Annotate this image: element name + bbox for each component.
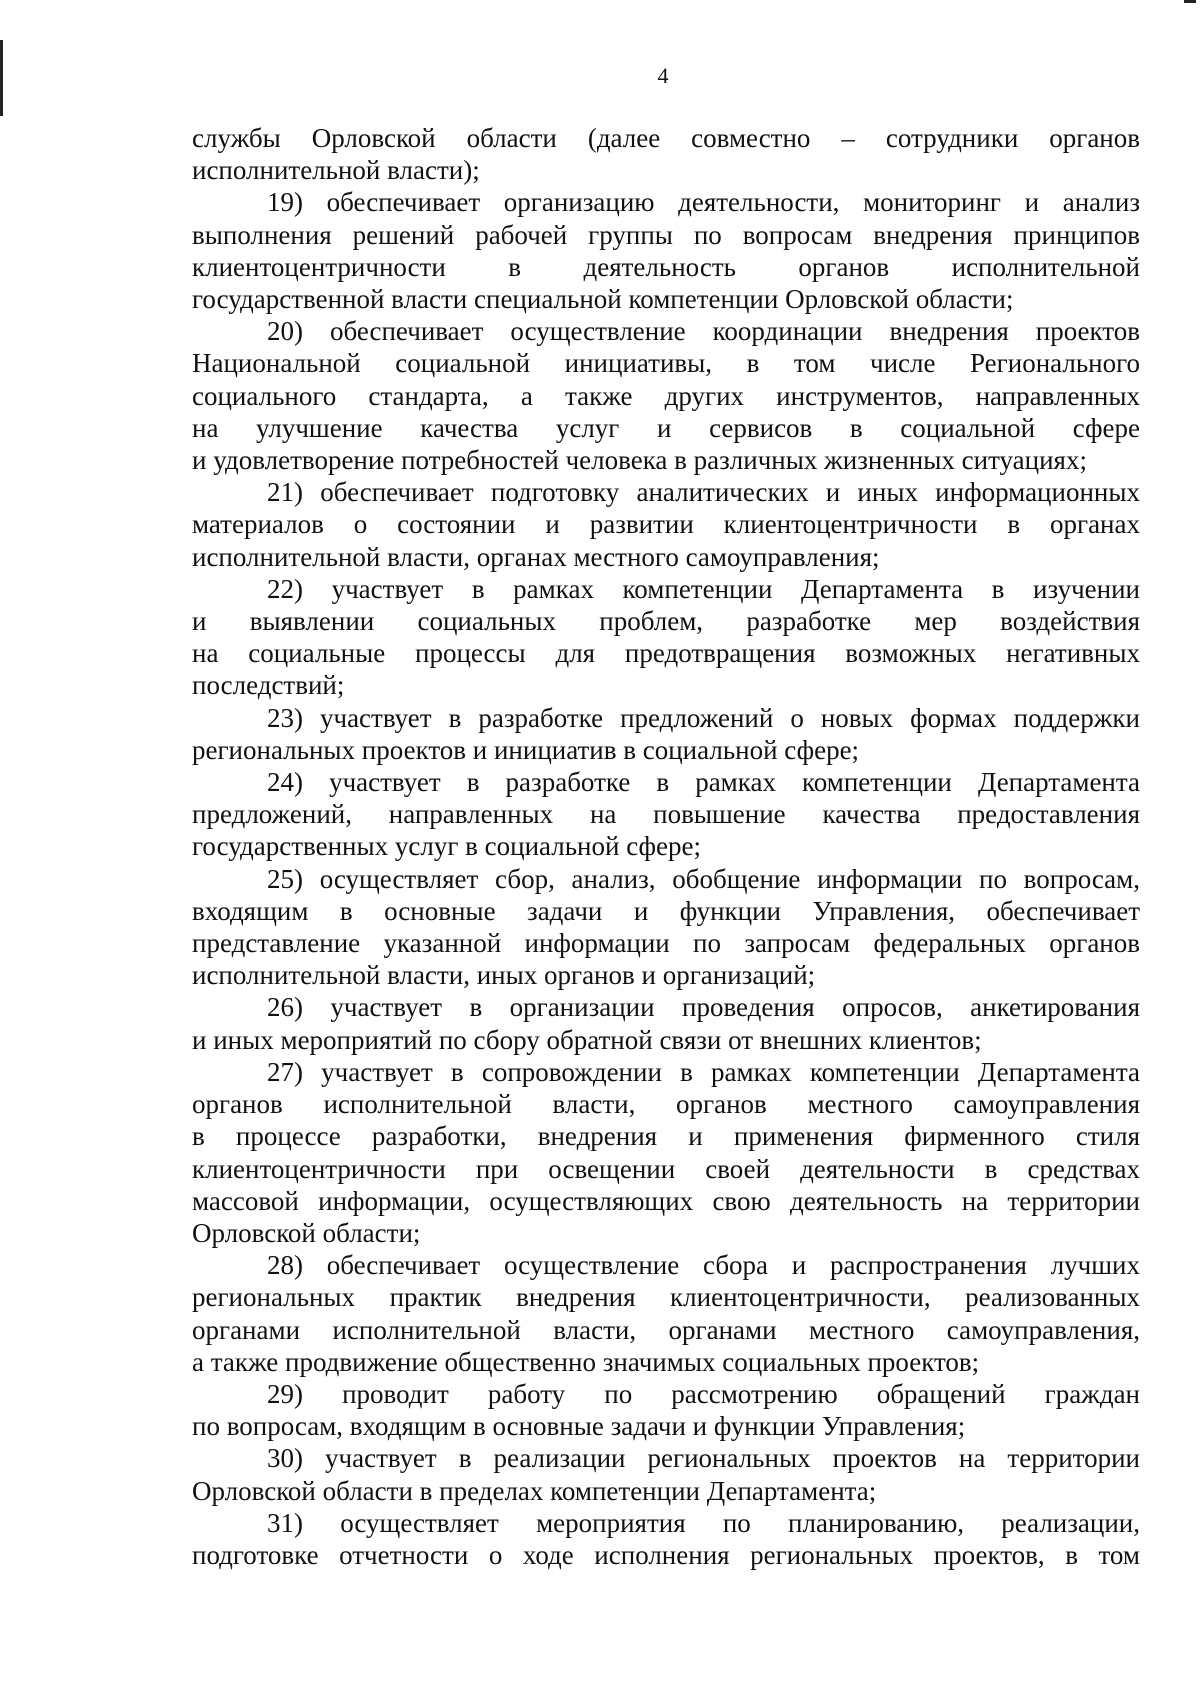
text-line: 27) участвует в сопровождении в рамках компетенции Департамента xyxy=(267,1056,1140,1087)
text-line: на социальные процессы для предотвращения возможных негативных xyxy=(192,638,1140,669)
text-line: 30) участвует в реализации региональных проектов на территории xyxy=(267,1443,1140,1474)
text-line: 19) обеспечивает организацию деятельности, мониторинг и анализ xyxy=(267,187,1140,218)
text-line: подготовке отчетности о ходе исполнения региональных проектов, в том xyxy=(192,1539,1140,1570)
text-line: 26) участвует в организации проведения опросов, анкетирования xyxy=(267,992,1140,1023)
page-number: 4 xyxy=(657,63,669,88)
text-line: входящим в основные задачи и функции Управления, обеспечивает xyxy=(192,895,1140,926)
text-line: 23) участвует в разработке предложений о новых формах поддержки xyxy=(267,702,1140,733)
text-line: Орловской области в пределах компетенции Департамента; xyxy=(192,1475,877,1506)
text-line: государственной власти специальной компетенции Орловской области; xyxy=(192,284,1014,315)
text-line: 21) обеспечивает подготовку аналитических и иных информационных xyxy=(267,477,1140,508)
text-line: и удовлетворение потребностей человека в различных жизненных ситуациях; xyxy=(192,445,1087,476)
text-line: государственных услуг в социальной сфере; xyxy=(192,831,701,862)
text-line: 29) проводит работу по рассмотрению обращений граждан xyxy=(267,1378,1140,1409)
text-line: 22) участвует в рамках компетенции Департамента в изучении xyxy=(267,573,1140,604)
text-line: социального стандарта, а также других инструментов, направленных xyxy=(192,380,1140,411)
text-line: а также продвижение общественно значимых социальных проектов; xyxy=(192,1346,980,1377)
text-line: последствий; xyxy=(192,670,345,701)
text-line: региональных практик внедрения клиентоцентричности, реализованных xyxy=(192,1282,1140,1313)
text-line: и выявлении социальных проблем, разработке мер воздействия xyxy=(192,606,1140,637)
document-body xyxy=(192,122,1140,1571)
text-line: Национальной социальной инициативы, в том числе Регионального xyxy=(192,348,1140,379)
text-line: исполнительной власти, иных органов и организаций; xyxy=(192,960,816,991)
text-line: 20) обеспечивает осуществление координации внедрения проектов xyxy=(267,316,1140,347)
text-line: массовой информации, осуществляющих свою деятельность на территории xyxy=(192,1185,1140,1216)
text-line: материалов о состоянии и развитии клиентоцентричности в органах xyxy=(192,509,1140,540)
text-line: на улучшение качества услуг и сервисов в социальной сфере xyxy=(192,412,1140,443)
text-line: региональных проектов и инициатив в социальной сфере; xyxy=(192,734,860,765)
text-line: 24) участвует в разработке в рамках компетенции Департамента xyxy=(267,767,1140,798)
text-line: исполнительной власти, органах местного самоуправления; xyxy=(192,541,880,572)
text-line: Орловской области; xyxy=(192,1217,421,1248)
text-line: органов исполнительной власти, органов местного самоуправления xyxy=(192,1089,1140,1120)
text-line: 31) осуществляет мероприятия по планированию, реализации, xyxy=(267,1507,1140,1538)
text-line: предложений, направленных на повышение качества предоставления xyxy=(192,799,1140,830)
text-line: представление указанной информации по запросам федеральных органов xyxy=(192,928,1140,959)
text-line: службы Орловской области (далее совместно – сотрудники органов xyxy=(192,123,1140,153)
text-line: выполнения решений рабочей группы по вопросам внедрения принципов xyxy=(192,219,1140,250)
text-line: исполнительной власти); xyxy=(192,155,480,186)
text-line: клиентоцентричности в деятельность органов исполнительной xyxy=(192,251,1140,282)
text-line: 25) осуществляет сбор, анализ, обобщение информации по вопросам, xyxy=(267,863,1140,894)
text-line: 28) обеспечивает осуществление сбора и распространения лучших xyxy=(267,1250,1140,1281)
scan-edge-mark-top-right xyxy=(1184,0,1196,3)
text-line: клиентоцентричности при освещении своей деятельности в средствах xyxy=(192,1153,1140,1184)
text-line: органами исполнительной власти, органами местного самоуправления, xyxy=(192,1314,1140,1345)
text-line: в процессе разработки, внедрения и применения фирменного стиля xyxy=(192,1121,1140,1152)
text-line: по вопросам, входящим в основные задачи и функции Управления; xyxy=(192,1411,966,1442)
text-line: и иных мероприятий по сбору обратной связи от внешних клиентов; xyxy=(192,1024,982,1055)
